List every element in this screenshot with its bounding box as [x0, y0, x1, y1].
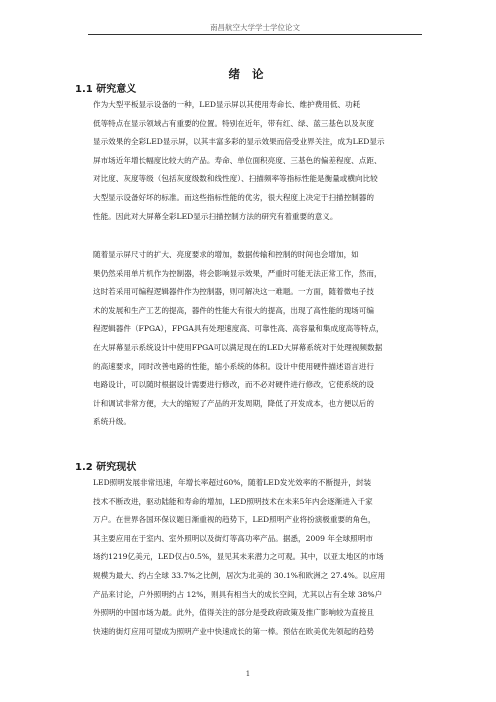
- section-heading-1-2: 1.2 研究现状: [75, 462, 137, 473]
- chapter-title: 绪 论: [228, 67, 268, 81]
- text-line: 系统升级。: [93, 417, 131, 427]
- text-line: 万户。在世界各国环保议题日渐重视的趋势下，LED照明产业将扮演极重要的角色，: [93, 515, 376, 525]
- text-line: 术的发展和生产工艺的提高，器件的性能大有很大的提高，出现了高性能的现场可编: [93, 305, 374, 315]
- section-heading-1-1: 1.1 研究意义: [75, 84, 137, 95]
- text-line: 作为大型平板显示设备的一种，LED显示屏以其使用寿命长、维护费用低、功耗: [93, 100, 361, 109]
- text-line: 产品来讨论，户外照明约占 12%，则具有相当大的成长空间，尤其以占有全球 38%户: [93, 589, 383, 599]
- text-line: 外照明的中国市场为最。此外，值得关注的部分是受政府政策及推广影响较为直接且: [93, 608, 374, 618]
- text-line: 其主要应用在于室内、室外照明以及街灯等高功率产品。据悉，2009 年全球照明市: [93, 533, 373, 543]
- text-line: 对比度、灰度等级（包括灰度级数和线性度）、扫描频率等指标性能是衡量或横向比较: [93, 174, 378, 184]
- paragraph-1-1-a: [93, 96, 427, 226]
- text-line: 屏市场近年增长幅度比较大的产品。寿命、单位面积亮度、三基色的偏差程度、点距、: [93, 155, 382, 165]
- text-line: 电路设计，可以随时根据设计需要进行修改，而不必对硬件进行修改，它使系统的设: [93, 380, 374, 390]
- paragraph-1-2-a: [93, 474, 427, 641]
- text-line: 性能。因此对大屏幕全彩LED显示扫描控制方法的研究有着重要的意义。: [93, 211, 338, 221]
- text-line: 规模为最大、约占全球 33.7%之比例，居次为北美的 30.1%和欧洲之 27.4%。以应用: [93, 570, 386, 580]
- text-line: 这时若采用可编程逻辑器件作为控制器，则可解决这一难题。一方面，随着微电子技: [93, 287, 374, 297]
- text-line: 的高速要求，同时改善电路的性能，缩小系统的体积。设计中使用硬件描述语言进行: [93, 361, 374, 371]
- text-line: 显示效果的全彩LED显示屏，以其丰富多彩的显示效果而倍受业界关注，成为LED显示: [93, 137, 385, 147]
- text-line: 技术不断改进，驱动陆能和寿命的增加，LED照明技术在未来5年内会逐渐进入千家: [93, 496, 373, 506]
- page-number: 1: [245, 670, 251, 678]
- text-line: 计和调试非常方便，大大的缩短了产品的开发周期，降低了开发成本，也方便以后的: [93, 398, 374, 408]
- text-line: 快速的街灯应用可望成为照明产业中快速成长的第一棒。预估在欧美优先领起的趋势: [93, 626, 374, 636]
- header-rule: [88, 34, 422, 35]
- text-line: 果仍然采用单片机作为控制器，将会影响显示效果，严重时可能无法正常工作，然而，: [93, 268, 382, 278]
- text-line: 程逻辑器件（FPGA），FPGA具有处理速度高、可靠性高、高容量和集成度高等特点，: [93, 324, 384, 334]
- text-line: 低等特点在显示领域占有重要的位置。特别在近年，带有红、绿、蓝三基色以及灰度: [93, 118, 374, 128]
- text-line: 场约1219亿美元，LED仅占0.5%，显见其未来潜力之可观。其中，以亚太地区的市场: [93, 552, 384, 562]
- running-header: 南昌航空大学学士学位论文: [210, 23, 300, 32]
- text-line: 在大屏幕显示系统设计中使用FPGA可以满足现在的LED大屏幕系统对于处理视频数据: [93, 342, 383, 352]
- text-line: 大型显示设备好坏的标准。而这些指标性能的优劣，很大程度上决定于扫描控制器的: [93, 192, 374, 202]
- text-line: LED照明发展非常迅速，年增长率超过60%，随着LED发光效率的不断提升，封装: [93, 478, 372, 487]
- text-line: 随着显示屏尺寸的扩大、亮度要求的增加，数据传输和控制的时间也会增加，如: [93, 250, 359, 259]
- paragraph-1-1-b: [93, 246, 427, 432]
